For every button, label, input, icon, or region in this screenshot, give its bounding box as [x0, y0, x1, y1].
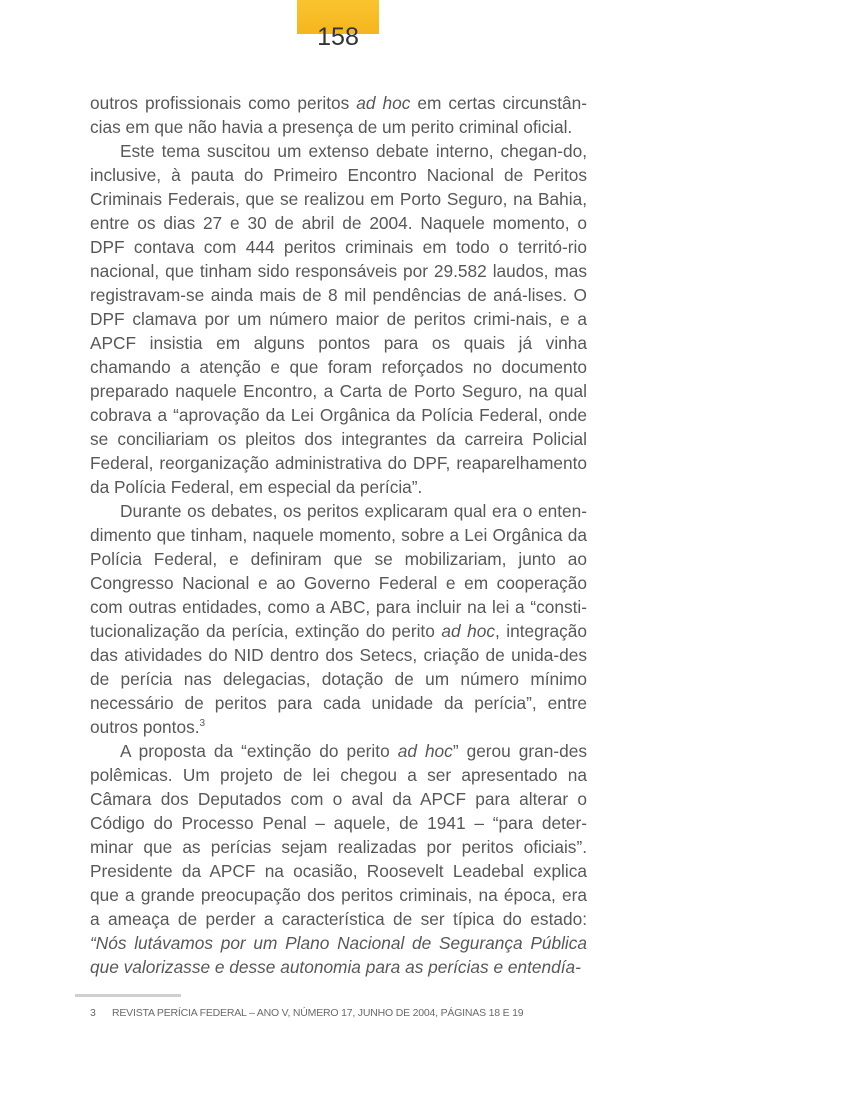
- paragraph-4-italic: ad hoc: [397, 741, 453, 761]
- paragraph-3: [90, 499, 587, 739]
- footnote-number: 3: [90, 1007, 96, 1019]
- paragraph-4-text-b: ” gerou gran-des polêmicas. Um projeto de lei chegou a ser apresentado na Câmara dos Deputados com o aval da APCF para alterar o Código do Processo Penal – aquele, de 1941 – “para deter-minar que as perícias sejam realizadas por peritos oficiais”. Presidente da APCF na ocasião, Roosevelt Leadebal explica que a grande preocupação dos peritos criminais, na época, era a ameaça de perder a característica de ser típica do estado:: [90, 741, 587, 929]
- paragraph-2: Este tema suscitou um extenso debate interno, chegan-do, inclusive, à pauta do Primeiro Encontro Nacional de Peritos Criminais Federais, que se realizou em Porto Seguro, na Bahia, entre os dias 27 e 30 de abril de 2004. Naquele momento, o DPF contava com 444 peritos criminais em todo o territó-rio nacional, que tinham sido responsáveis por 29.582 laudos, mas registravam-se ainda mais de 8 mil pendências de aná-lises. O DPF clamava por um número maior de peritos crimi-nais, e a APCF insistia em alguns pontos para os quais já vinha chamando a atenção e que foram reforçados no documento preparado naquele Encontro, a Carta de Porto Seguro, na qual cobrava a “aprovação da Lei Orgânica da Polícia Federal, onde se conciliariam os pleitos dos integrantes da carreira Policial Federal, reorganização administrativa do DPF, reaparelhamento da Polícia Federal, em especial da perícia”.: [90, 141, 587, 497]
- paragraph-4: [90, 739, 587, 979]
- footnote-text: REVISTA PERÍCIA FEDERAL – ANO V, NÚMERO 17, JUNHO DE 2004, PÁGINAS 18 E 19: [112, 1007, 524, 1019]
- paragraph-1-italic: ad hoc: [356, 93, 411, 113]
- paragraph-1-text-b: em certas circunstân-cias em que não havia a presença de um perito criminal oficial.: [90, 93, 587, 137]
- paragraph-4-text-a: A proposta da “extinção do perito: [120, 741, 398, 761]
- paragraph-1-text-a: outros profissionais como peritos: [90, 93, 357, 113]
- footnote: [90, 1006, 690, 1020]
- paragraph-3-text-a: Durante os debates, os peritos explicaram qual era o enten-dimento que tinham, naquele momento, sobre a Lei Orgânica da Polícia Federal, e definiram que se mobilizariam, junto ao Congresso Nacional e ao Governo Federal e em cooperação com outras entidades, como a ABC, para incluir na lei a “consti-tucionalização da perícia, extinção do perito: [90, 501, 587, 641]
- article-body: [90, 91, 587, 979]
- paragraph-4-quote: “Nós lutávamos por um Plano Nacional de Segurança Pública que valorizasse e desse autonomia para as perícias e entendía-: [90, 933, 587, 977]
- paragraph-3-italic: ad hoc: [441, 621, 495, 641]
- paragraph-1: [90, 91, 587, 139]
- page-number: 158: [317, 23, 359, 51]
- footnote-divider: [75, 994, 181, 997]
- footnote-reference: 3: [199, 718, 206, 730]
- paragraph-3-text-b: , integração das atividades do NID dentro dos Setecs, criação de unida-des de perícia nas delegacias, dotação de um número mínimo necessário de peritos para cada unidade da perícia”, entre outros pontos.: [90, 621, 587, 737]
